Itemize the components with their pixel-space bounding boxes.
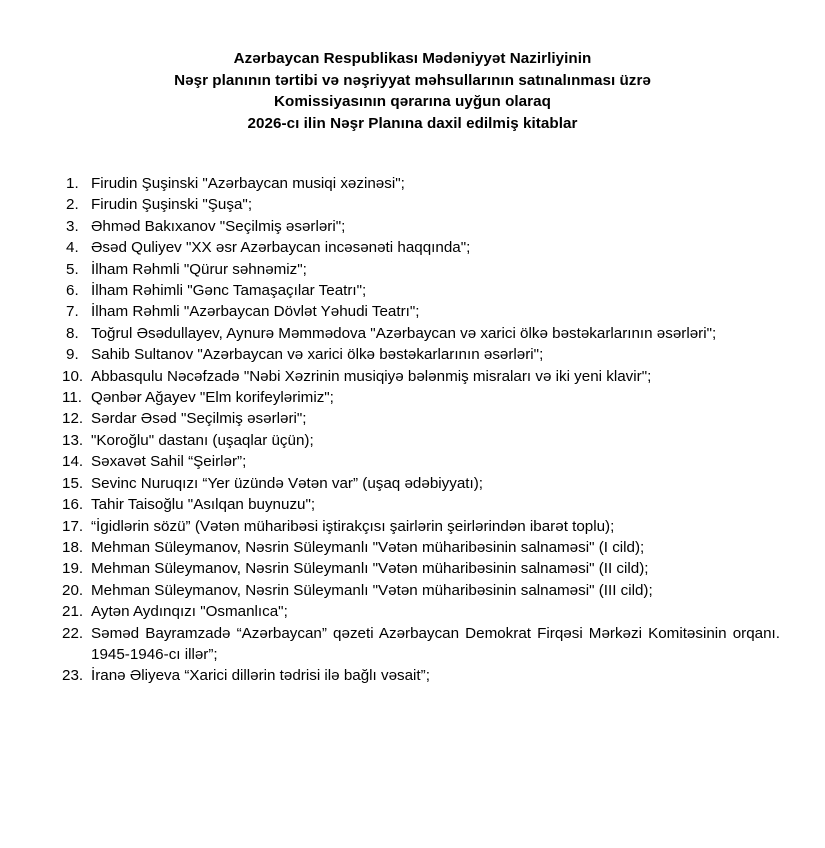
list-item-number: 14. — [62, 453, 84, 471]
list-item-text: Abbasqulu Nəcəfzadə "Nəbi Xəzrinin musiqiyə bələnmiş misraları və iki yeni klavir"; — [91, 367, 652, 385]
list-item-number: 2. — [66, 196, 79, 214]
list-item — [62, 280, 780, 301]
list-item — [62, 451, 780, 472]
list-item — [62, 430, 780, 451]
list-item-number: 6. — [66, 282, 79, 300]
list-item — [62, 408, 780, 429]
document-header — [0, 48, 825, 134]
list-item-text: “İgidlərin sözü” (Vətən müharibəsi iştirakçısı şairlərin şeirlərindən ibarət toplu); — [91, 517, 615, 535]
list-item — [62, 194, 780, 215]
list-item — [62, 601, 780, 622]
list-item-number: 15. — [62, 474, 84, 492]
list-item-text: Qənbər Ağayev "Elm korifeylərimiz"; — [91, 389, 334, 407]
list-item-text: Firudin Şuşinski "Azərbaycan musiqi xəzinəsi"; — [91, 175, 405, 192]
list-item — [62, 323, 780, 344]
list-item-text: Mehman Süleymanov, Nəsrin Süleymanlı "Vətən müharibəsinin salnaməsi" (II cild); — [91, 560, 649, 578]
header-line-decision: Komissiyasının qərarına uyğun olaraq — [274, 93, 551, 110]
list-item-number: 1. — [66, 175, 79, 192]
list-item-number: 9. — [66, 346, 79, 364]
list-item-number: 3. — [66, 217, 79, 235]
list-item-text: İlham Rəhimli "Gənc Tamaşaçılar Teatrı"; — [91, 282, 367, 300]
list-item-number: 13. — [62, 431, 84, 449]
list-item-text: Əsəd Quliyev "XX əsr Azərbaycan incəsənəti haqqında"; — [91, 239, 471, 257]
list-item-text: Tahir Taisoğlu "Asılqan buynuzu"; — [91, 496, 316, 514]
list-item — [62, 173, 780, 194]
list-item — [62, 237, 780, 258]
list-item-number: 4. — [66, 239, 79, 257]
list-item-number: 17. — [62, 517, 84, 535]
list-item — [62, 473, 780, 494]
list-item — [62, 494, 780, 515]
list-item-number: 7. — [66, 303, 79, 321]
list-item — [62, 623, 780, 666]
list-item — [62, 665, 780, 686]
list-item-text: Mehman Süleymanov, Nəsrin Süleymanlı "Vətən müharibəsinin salnaməsi" (I cild); — [91, 538, 645, 556]
list-item-number: 20. — [62, 581, 84, 599]
list-item — [62, 259, 780, 280]
list-item-number: 10. — [62, 367, 84, 385]
list-item-text: İlham Rəhmli "Qürur səhnəmiz"; — [91, 260, 307, 278]
list-item-number: 21. — [62, 603, 84, 621]
list-item-number: 11. — [62, 389, 82, 407]
list-item-text: Əhməd Bakıxanov "Seçilmiş əsərləri"; — [91, 217, 346, 235]
list-item — [62, 580, 780, 601]
list-item-text: Sahib Sultanov "Azərbaycan və xarici ölkə bəstəkarlarının əsərləri"; — [91, 346, 544, 364]
list-item-number: 12. — [62, 410, 84, 428]
header-line-ministry: Azərbaycan Respublikası Mədəniyyət Nazirliyinin — [233, 50, 592, 67]
list-item-number: 8. — [66, 324, 79, 342]
header-line-commission: Nəşr planının tərtibi və nəşriyyat məhsullarının satınalınması üzrə — [174, 71, 651, 89]
list-item-text: Firudin Şuşinski "Şuşa"; — [91, 196, 253, 214]
list-item-text: Səxavət Sahil “Şeirlər”; — [91, 453, 247, 471]
list-item-number: 16. — [62, 496, 84, 514]
list-item-number: 5. — [66, 260, 79, 278]
list-item-text: Sevinc Nuruqızı “Yer üzündə Vətən var” (uşaq ədəbiyyatı); — [91, 474, 483, 492]
list-item — [62, 558, 780, 579]
list-item-text: Aytən Aydınqızı "Osmanlıca"; — [91, 603, 288, 621]
list-item-text: İlham Rəhmli "Azərbaycan Dövlət Yəhudi Teatrı"; — [91, 303, 420, 321]
list-item — [62, 344, 780, 365]
list-item — [62, 516, 780, 537]
book-list — [62, 173, 780, 687]
list-item-text: Sərdar Əsəd "Seçilmiş əsərləri"; — [91, 410, 307, 428]
list-item-text: İranə Əliyeva “Xarici dillərin tədrisi ilə bağlı vəsait”; — [91, 667, 430, 685]
list-item-number: 23. — [62, 667, 84, 685]
list-item — [62, 301, 780, 322]
list-item-text: Toğrul Əsədullayev, Aynurə Məmmədova "Azərbaycan və xarici ölkə bəstəkarlarının əsərləri"; — [91, 324, 717, 342]
list-item — [62, 366, 780, 387]
header-line-plan-title: 2026-cı ilin Nəşr Planına daxil edilmiş kitablar — [247, 114, 578, 132]
list-item-text: Səməd Bayramzadə “Azərbaycan” qəzeti Azərbaycan Demokrat Firqəsi Mərkəzi Komitəsinin orqanı. 1945-1946-cı illər”; — [91, 624, 780, 663]
list-item — [62, 216, 780, 237]
list-item-text: "Koroğlu" dastanı (uşaqlar üçün); — [91, 431, 314, 449]
list-item — [62, 537, 780, 558]
list-item-number: 22. — [62, 624, 84, 642]
list-item-number: 18. — [62, 538, 84, 556]
list-item-number: 19. — [62, 560, 84, 578]
list-item — [62, 387, 780, 408]
list-item-text: Mehman Süleymanov, Nəsrin Süleymanlı "Vətən müharibəsinin salnaməsi" (III cild); — [91, 581, 653, 599]
